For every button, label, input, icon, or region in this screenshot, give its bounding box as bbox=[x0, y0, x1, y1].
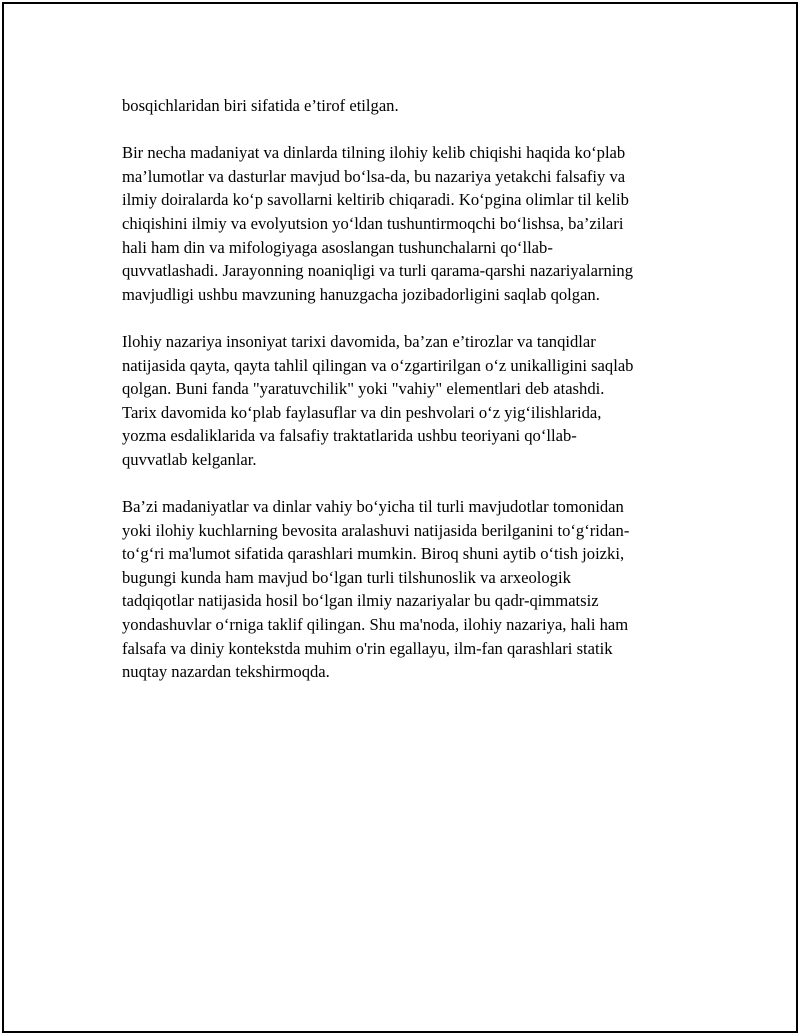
text-line: qolgan. Buni fanda "yaratuvchilik" yoki "vahiy" elementlari deb atashdi. bbox=[122, 379, 605, 399]
text-line: nuqtay nazardan tekshirmoqda. bbox=[122, 662, 330, 682]
text-line: to‘g‘ri ma'lumot sifatida qarashlari mumkin. Biroq shuni aytib o‘tish joizki, bbox=[122, 544, 625, 564]
text-line: Ba’zi madaniyatlar va dinlar vahiy bo‘yicha til turli mavjudotlar tomonidan bbox=[122, 497, 624, 517]
text-line: bosqichlaridan biri sifatida e’tirof etilgan. bbox=[122, 96, 399, 115]
text-line: falsafa va diniy kontekstda muhim o'rin egallayu, ilm-fan qarashlari statik bbox=[122, 638, 613, 658]
text-line: yozma esdaliklarida va falsafiy traktatlarida ushbu teoriyani qo‘llab- bbox=[122, 426, 577, 446]
document-page bbox=[2, 2, 798, 1033]
text-line: Ilohiy nazariya insoniyat tarixi davomida, ba’zan e’tirozlar va tanqidlar bbox=[122, 331, 596, 351]
text-line: hali ham din va mifologiyaga asoslangan tushunchalarni qo‘llab- bbox=[122, 237, 553, 257]
text-line: chiqishini ilmiy va evolyutsion yo‘ldan tushuntirmoqchi bo‘lishsa, ba’zilari bbox=[122, 213, 624, 233]
text-line: Bir necha madaniyat va dinlarda tilning ilohiy kelib chiqishi haqida ko‘plab bbox=[122, 143, 626, 163]
paragraph-3 bbox=[122, 330, 697, 472]
paragraph-4 bbox=[122, 495, 697, 684]
paragraph-2 bbox=[122, 141, 697, 306]
text-line: yoki ilohiy kuchlarning bevosita aralashuvi natijasida berilganini to‘g‘ridan- bbox=[122, 520, 630, 540]
text-line: tadqiqotlar natijasida hosil bo‘lgan ilmiy nazariyalar bu qadr-qimmatsiz bbox=[122, 591, 599, 611]
text-line: ma’lumotlar va dasturlar mavjud bo‘lsa-da, bu nazariya yetakchi falsafiy va bbox=[122, 166, 626, 186]
paragraph-1 bbox=[122, 94, 697, 118]
text-line: natijasida qayta, qayta tahlil qilingan va o‘zgartirilgan o‘z unikalligini saqlab bbox=[122, 355, 634, 375]
text-line: ilmiy doiralarda ko‘p savollarni keltirib chiqaradi. Ko‘pgina olimlar til kelib bbox=[122, 190, 629, 210]
text-line: yondashuvlar o‘rniga taklif qilingan. Shu ma'noda, ilohiy nazariya, hali ham bbox=[122, 615, 629, 635]
document-body bbox=[122, 94, 697, 707]
text-line: bugungi kunda ham mavjud bo‘lgan turli tilshunoslik va arxeologik bbox=[122, 567, 571, 587]
text-line: Tarix davomida ko‘plab faylasuflar va din peshvolari o‘z yig‘ilishlarida, bbox=[122, 402, 602, 422]
text-line: quvvatlab kelganlar. bbox=[122, 449, 257, 469]
text-line: quvvatlashadi. Jarayonning noaniqligi va turli qarama-qarshi nazariyalarning bbox=[122, 261, 634, 281]
text-line: mavjudligi ushbu mavzuning hanuzgacha jozibadorligini saqlab qolgan. bbox=[122, 284, 600, 304]
